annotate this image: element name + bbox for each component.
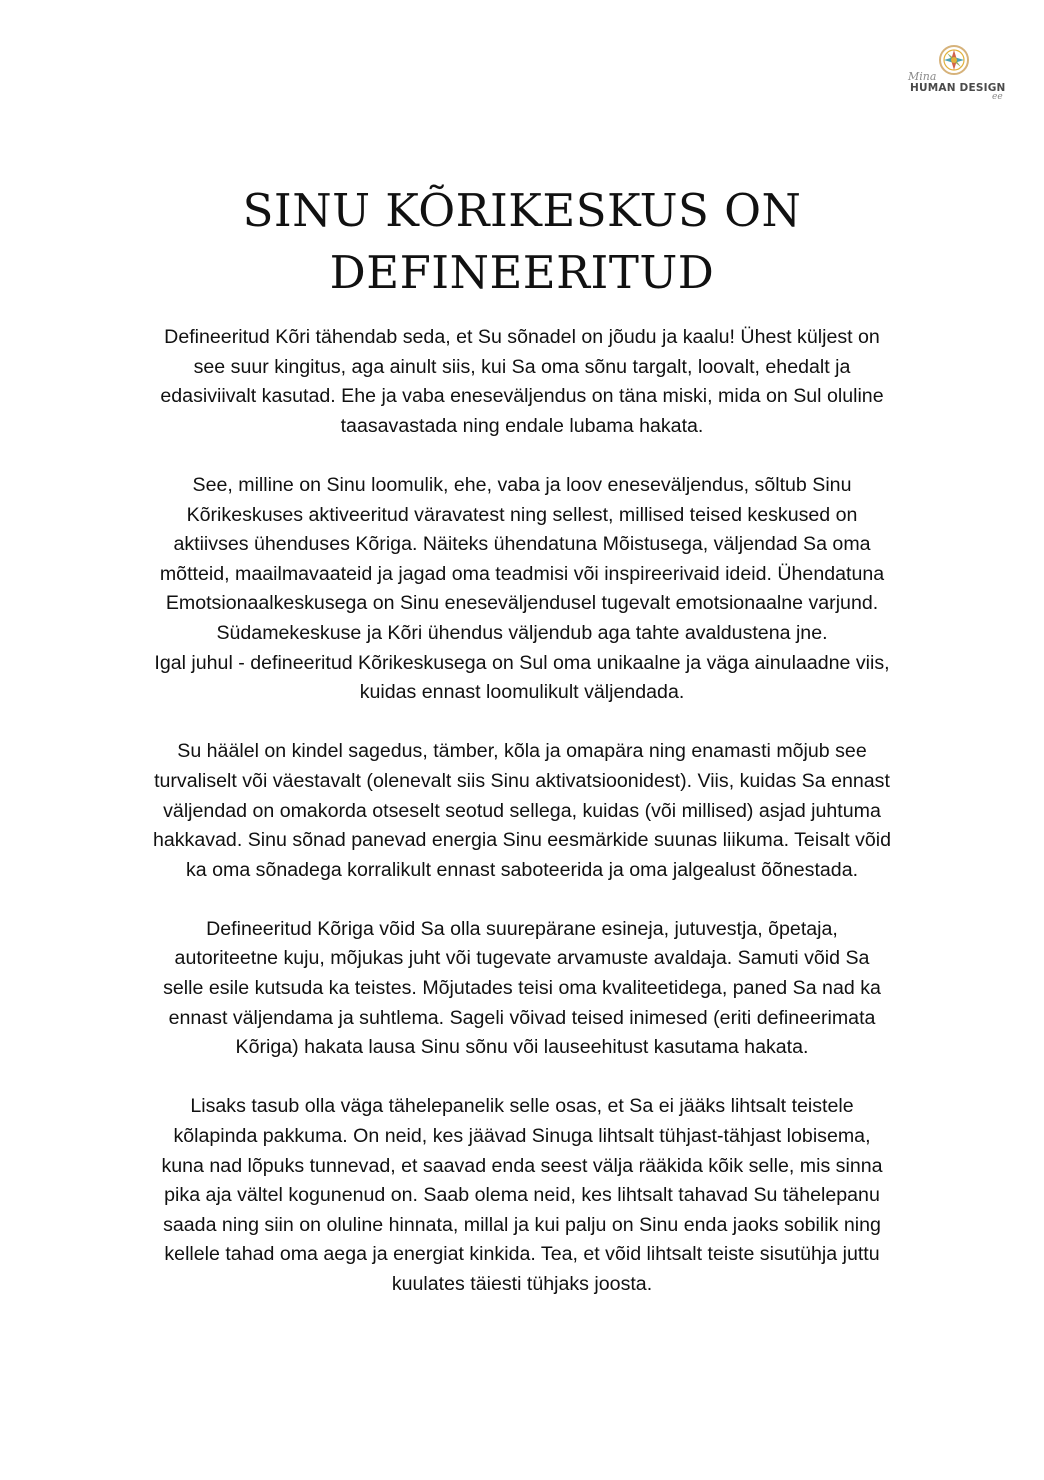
text-line: kellele tahad oma aega ja energiat kinkida. Tea, et võid lihtsalt teiste sisutühja juttu: [164, 1243, 880, 1266]
text-line: kuulates täiesti tühjaks joosta.: [391, 1273, 653, 1295]
text-line: Südamekeskuse ja Kõri ühendus väljendub aga tahte avaldustena jne.: [216, 621, 828, 644]
body-text: [112, 323, 932, 1329]
text-line: mõtteid, maailmavaateid ja jagad oma teadmisi või inspireerivaid ideid. Ühendatuna: [159, 562, 885, 585]
text-line: saada ning siin on oluline hinnata, millal ja kui palju on Sinu enda jaoks sobilik ning: [163, 1213, 881, 1236]
text-line: selle esile kutsuda ka teistes. Mõjutades teisi oma kvaliteetidega, paned Sa nad ka: [163, 977, 881, 1000]
paragraph-caution: [112, 1092, 932, 1299]
text-line: autoriteetne kuju, mõjukas juht või tugevate arvamuste avaldaja. Samuti võid Sa: [174, 947, 870, 970]
text-line: Defineeritud Kõri tähendab seda, et Su sõnadel on jõudu ja kaalu! Ühest küljest on: [164, 326, 880, 348]
title-line: DEFINEERITUD: [329, 246, 715, 299]
logo-script-word: Mina: [908, 70, 937, 83]
text-line: see suur kingitus, aga ainult siis, kui Sa oma sõnu targalt, loovalt, ehedalt ja: [193, 355, 851, 378]
text-line: edasiviivalt kasutad. Ehe ja vaba eneseväljendus on täna miski, mida on Sul oluline: [160, 385, 884, 408]
page-title: [0, 180, 1044, 304]
text-line: väljendad on omakorda otseselt seotud sellega, kuidas (või millised) asjad juhtuma: [163, 799, 881, 822]
text-line: Emotsionaalkeskusega on Sinu eneseväljendusel tugevalt emotsionaalne varjund.: [165, 592, 879, 615]
mina-human-design-logo: [902, 42, 1012, 108]
title-line: SINU KÕRIKESKUS ON: [242, 184, 802, 237]
text-line: Su häälel on kindel sagedus, tämber, kõla ja omapära ning enamasti mõjub see: [177, 740, 867, 763]
text-line: kõlapinda pakkuma. On neid, kes jäävad Sinuga lihtsalt tühjast-tähjast lobisema,: [173, 1125, 871, 1148]
text-line: turvaliselt või väestavalt (olenevalt siis Sinu aktivatsioonidest). Viis, kuidas Sa ennast: [154, 769, 890, 792]
logo-suffix: ee: [992, 92, 1003, 102]
logo-brand-name: HUMAN DESIGN: [910, 82, 1006, 94]
text-line: taasavastada ning endale lubama hakata.: [340, 414, 704, 437]
text-line: Defineeritud Kõriga võid Sa olla suurepärane esineja, jutuvestja, õpetaja,: [206, 917, 838, 940]
text-line: Kõriga) hakata lausa Sinu sõnu või lauseehitust kasutama hakata.: [235, 1036, 809, 1059]
text-line: ennast väljendama ja suhtlema. Sageli võivad teised inimesed (eriti defineerimata: [168, 1006, 876, 1029]
paragraph-expression: [112, 471, 932, 708]
text-line: Igal juhul - defineeritud Kõrikeskusega on Sul oma unikaalne ja väga ainulaadne viis,: [154, 651, 890, 674]
text-line: ka oma sõnadega korralikult ennast saboteerida ja oma jalgealust õõnestada.: [185, 858, 859, 881]
text-line: hakkavad. Sinu sõnad panevad energia Sinu eesmärkide suunas liikuma. Teisalt võid: [152, 829, 892, 852]
text-line: Lisaks tasub olla väga tähelepanelik selle osas, et Sa ei jääks lihtsalt teistele: [190, 1095, 854, 1118]
text-line: pika aja vältel kogunenud on. Saab olema neid, kes lihtsalt tahavad Su tähelepanu: [164, 1184, 880, 1207]
text-line: Kõrikeskuses aktiveeritud väravatest ning sellest, millised teised keskused on: [186, 503, 858, 526]
text-line: kuidas ennast loomulikult väljendada.: [359, 681, 685, 704]
text-line: kuna nad lõpuks tunnevad, et saavad enda seest välja rääkida kõik selle, mis sinna: [161, 1154, 883, 1177]
text-line: See, milline on Sinu loomulik, ehe, vaba ja loov eneseväljendus, sõltub Sinu: [192, 473, 852, 496]
paragraph-voice: [112, 737, 932, 885]
text-line: aktiivses ühenduses Kõriga. Näiteks ühendatuna Mõistusega, väljendad Sa oma: [173, 533, 871, 556]
paragraph-definition: [112, 323, 932, 441]
paragraph-speaker: [112, 915, 932, 1063]
